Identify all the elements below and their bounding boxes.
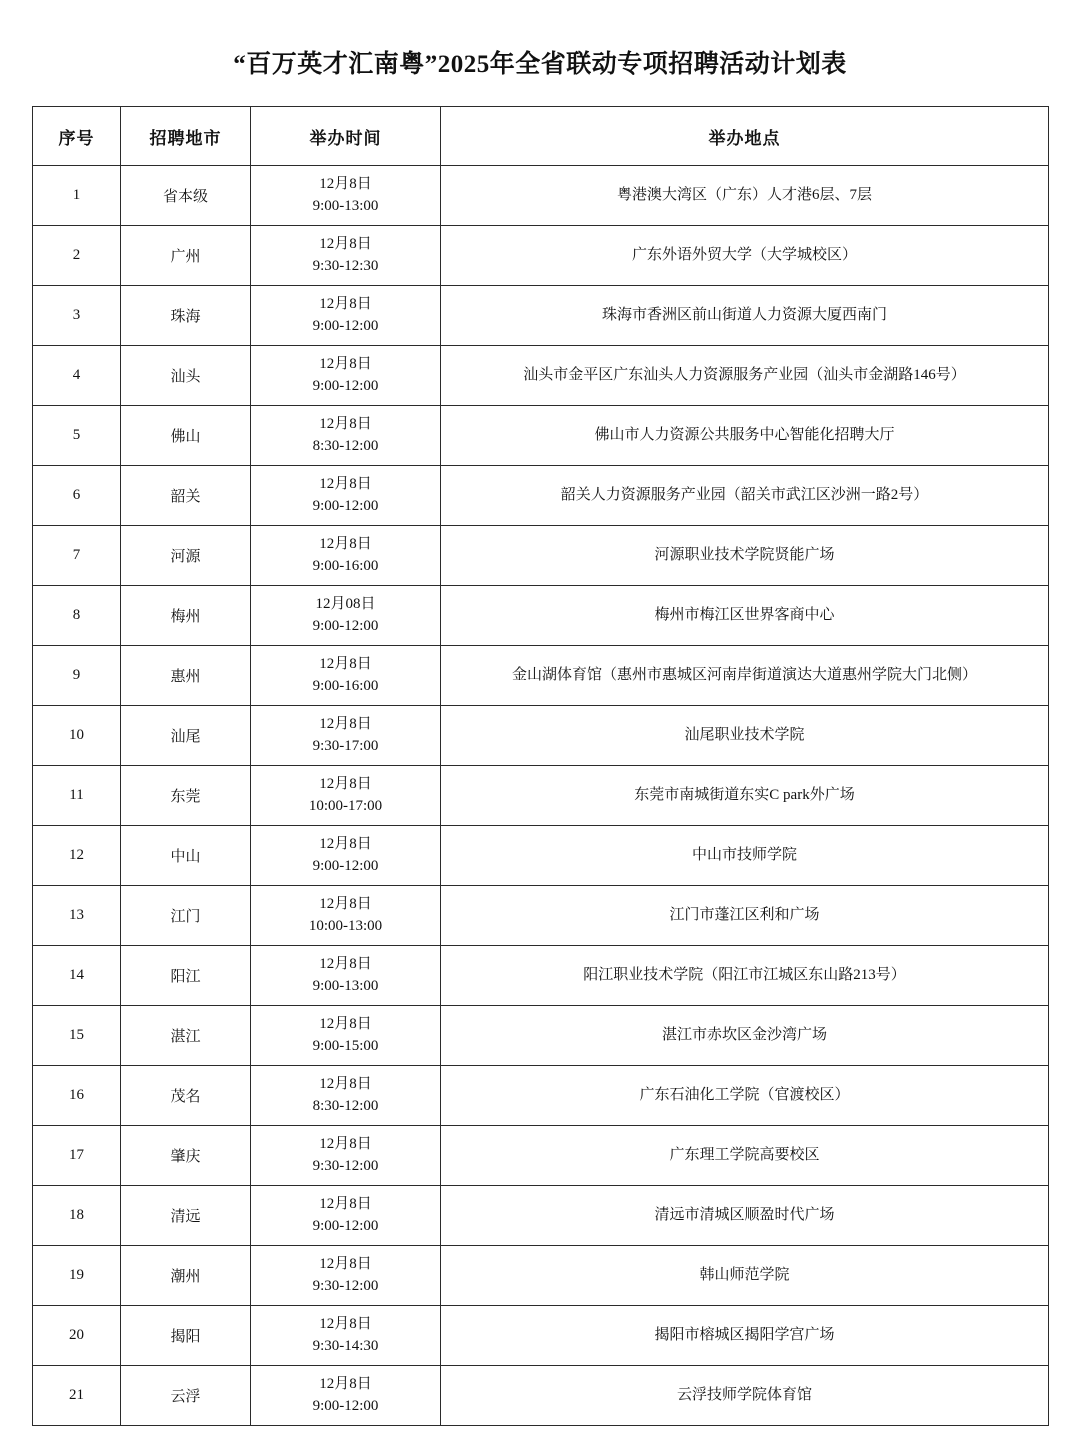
table-header-row xyxy=(33,107,1049,166)
cell-time xyxy=(251,586,441,646)
cell-time-hours: 9:30-14:30 xyxy=(312,1337,379,1354)
cell-index: 1 xyxy=(33,166,121,226)
cell-index: 12 xyxy=(33,826,121,886)
cell-city: 惠州 xyxy=(121,646,251,706)
cell-city: 省本级 xyxy=(121,166,251,226)
cell-time xyxy=(251,646,441,706)
cell-time-date: 12月08日 xyxy=(315,595,376,612)
cell-place: 广东理工学院高要校区 xyxy=(441,1126,1049,1186)
cell-index: 20 xyxy=(33,1306,121,1366)
table-row xyxy=(33,346,1049,406)
cell-time xyxy=(251,1186,441,1246)
cell-city: 汕头 xyxy=(121,346,251,406)
cell-time-hours: 9:00-16:00 xyxy=(312,677,379,694)
cell-time-hours: 8:30-12:00 xyxy=(312,437,379,454)
cell-index: 10 xyxy=(33,706,121,766)
cell-index: 5 xyxy=(33,406,121,466)
cell-time xyxy=(251,1246,441,1306)
cell-time xyxy=(251,1306,441,1366)
cell-time-date: 12月8日 xyxy=(319,955,372,972)
table-row xyxy=(33,526,1049,586)
cell-city: 中山 xyxy=(121,826,251,886)
cell-time xyxy=(251,166,441,226)
cell-time-date: 12月8日 xyxy=(319,1255,372,1272)
cell-city: 河源 xyxy=(121,526,251,586)
column-header-index: 序号 xyxy=(33,107,121,166)
cell-time-date: 12月8日 xyxy=(319,1315,372,1332)
cell-time xyxy=(251,286,441,346)
cell-time-hours: 9:00-13:00 xyxy=(312,197,379,214)
cell-city: 珠海 xyxy=(121,286,251,346)
cell-time-hours: 9:30-12:00 xyxy=(312,1277,379,1294)
cell-time-date: 12月8日 xyxy=(319,1075,372,1092)
cell-time-hours: 10:00-13:00 xyxy=(308,917,383,934)
cell-city: 湛江 xyxy=(121,1006,251,1066)
column-header-place: 举办地点 xyxy=(441,107,1049,166)
cell-city: 清远 xyxy=(121,1186,251,1246)
table-row xyxy=(33,1126,1049,1186)
table-row xyxy=(33,646,1049,706)
cell-index: 16 xyxy=(33,1066,121,1126)
cell-time-hours: 9:00-12:00 xyxy=(312,377,379,394)
cell-time xyxy=(251,1066,441,1126)
cell-city: 揭阳 xyxy=(121,1306,251,1366)
cell-time-hours: 8:30-12:00 xyxy=(312,1097,379,1114)
cell-time-hours: 9:30-12:00 xyxy=(312,1157,379,1174)
cell-city: 韶关 xyxy=(121,466,251,526)
cell-time-hours: 9:30-12:30 xyxy=(312,257,379,274)
cell-time xyxy=(251,766,441,826)
table-row xyxy=(33,286,1049,346)
cell-time-date: 12月8日 xyxy=(319,415,372,432)
cell-place: 金山湖体育馆（惠州市惠城区河南岸街道演达大道惠州学院大门北侧） xyxy=(441,646,1049,706)
cell-city: 广州 xyxy=(121,226,251,286)
cell-time-date: 12月8日 xyxy=(319,895,372,912)
cell-index: 17 xyxy=(33,1126,121,1186)
cell-time-hours: 9:00-12:00 xyxy=(312,317,379,334)
cell-time-date: 12月8日 xyxy=(319,175,372,192)
table-row xyxy=(33,1306,1049,1366)
cell-time xyxy=(251,226,441,286)
cell-time xyxy=(251,826,441,886)
cell-city: 东莞 xyxy=(121,766,251,826)
cell-time-hours: 9:00-12:00 xyxy=(312,1217,379,1234)
cell-time xyxy=(251,346,441,406)
table-row xyxy=(33,406,1049,466)
cell-time xyxy=(251,886,441,946)
cell-time-date: 12月8日 xyxy=(319,715,372,732)
table-header xyxy=(33,107,1049,166)
cell-index: 3 xyxy=(33,286,121,346)
cell-place: 汕尾职业技术学院 xyxy=(441,706,1049,766)
cell-time-date: 12月8日 xyxy=(319,1375,372,1392)
column-header-city: 招聘地市 xyxy=(121,107,251,166)
table-row xyxy=(33,1066,1049,1126)
cell-time-hours: 9:00-12:00 xyxy=(312,857,379,874)
table-row xyxy=(33,1006,1049,1066)
cell-city: 江门 xyxy=(121,886,251,946)
cell-time xyxy=(251,1126,441,1186)
cell-city: 肇庆 xyxy=(121,1126,251,1186)
cell-time-hours: 10:00-17:00 xyxy=(308,797,383,814)
cell-index: 11 xyxy=(33,766,121,826)
cell-time-hours: 9:00-15:00 xyxy=(312,1037,379,1054)
cell-time xyxy=(251,526,441,586)
cell-place: 湛江市赤坎区金沙湾广场 xyxy=(441,1006,1049,1066)
cell-index: 15 xyxy=(33,1006,121,1066)
table-body xyxy=(33,166,1049,1426)
cell-place: 江门市蓬江区利和广场 xyxy=(441,886,1049,946)
cell-time-hours: 9:00-13:00 xyxy=(312,977,379,994)
cell-city: 云浮 xyxy=(121,1366,251,1426)
cell-place: 清远市清城区顺盈时代广场 xyxy=(441,1186,1049,1246)
cell-place: 广东石油化工学院（官渡校区） xyxy=(441,1066,1049,1126)
cell-index: 13 xyxy=(33,886,121,946)
page-title: “百万英才汇南粤”2025年全省联动专项招聘活动计划表 xyxy=(233,51,847,78)
cell-city: 汕尾 xyxy=(121,706,251,766)
table-row xyxy=(33,1246,1049,1306)
table-row xyxy=(33,1366,1049,1426)
cell-city: 梅州 xyxy=(121,586,251,646)
cell-city: 佛山 xyxy=(121,406,251,466)
cell-time-date: 12月8日 xyxy=(319,775,372,792)
cell-time-hours: 9:00-12:00 xyxy=(312,1397,379,1414)
cell-place: 韩山师范学院 xyxy=(441,1246,1049,1306)
cell-index: 14 xyxy=(33,946,121,1006)
table-row xyxy=(33,166,1049,226)
table-row xyxy=(33,766,1049,826)
cell-time-date: 12月8日 xyxy=(319,655,372,672)
cell-place: 河源职业技术学院贤能广场 xyxy=(441,526,1049,586)
recruitment-plan-table xyxy=(32,106,1049,1426)
table-row xyxy=(33,946,1049,1006)
cell-time xyxy=(251,706,441,766)
cell-place: 粤港澳大湾区（广东）人才港6层、7层 xyxy=(441,166,1049,226)
cell-time-hours: 9:00-16:00 xyxy=(312,557,379,574)
cell-place: 云浮技师学院体育馆 xyxy=(441,1366,1049,1426)
cell-time-date: 12月8日 xyxy=(319,235,372,252)
cell-index: 6 xyxy=(33,466,121,526)
column-header-time: 举办时间 xyxy=(251,107,441,166)
table-row xyxy=(33,586,1049,646)
cell-time-hours: 9:30-17:00 xyxy=(312,737,379,754)
cell-index: 7 xyxy=(33,526,121,586)
table-row xyxy=(33,466,1049,526)
cell-time-date: 12月8日 xyxy=(319,475,372,492)
table-row xyxy=(33,226,1049,286)
cell-place: 广东外语外贸大学（大学城校区） xyxy=(441,226,1049,286)
cell-time-hours: 9:00-12:00 xyxy=(312,617,379,634)
cell-time xyxy=(251,1366,441,1426)
cell-time xyxy=(251,466,441,526)
cell-time-date: 12月8日 xyxy=(319,835,372,852)
cell-time-date: 12月8日 xyxy=(319,535,372,552)
table-row xyxy=(33,706,1049,766)
cell-time-date: 12月8日 xyxy=(319,355,372,372)
cell-time-date: 12月8日 xyxy=(319,1015,372,1032)
cell-place: 汕头市金平区广东汕头人力资源服务产业园（汕头市金湖路146号） xyxy=(441,346,1049,406)
table-container xyxy=(0,106,1080,1456)
cell-place: 阳江职业技术学院（阳江市江城区东山路213号） xyxy=(441,946,1049,1006)
cell-place: 韶关人力资源服务产业园（韶关市武江区沙洲一路2号） xyxy=(441,466,1049,526)
cell-city: 阳江 xyxy=(121,946,251,1006)
cell-place: 揭阳市榕城区揭阳学宫广场 xyxy=(441,1306,1049,1366)
cell-index: 19 xyxy=(33,1246,121,1306)
cell-time-hours: 9:00-12:00 xyxy=(312,497,379,514)
cell-index: 4 xyxy=(33,346,121,406)
cell-index: 2 xyxy=(33,226,121,286)
table-row xyxy=(33,886,1049,946)
cell-time xyxy=(251,946,441,1006)
cell-city: 潮州 xyxy=(121,1246,251,1306)
table-row xyxy=(33,1186,1049,1246)
cell-place: 佛山市人力资源公共服务中心智能化招聘大厅 xyxy=(441,406,1049,466)
cell-city: 茂名 xyxy=(121,1066,251,1126)
cell-time-date: 12月8日 xyxy=(319,1135,372,1152)
table-row xyxy=(33,826,1049,886)
cell-time xyxy=(251,1006,441,1066)
cell-time xyxy=(251,406,441,466)
cell-place: 中山市技师学院 xyxy=(441,826,1049,886)
cell-index: 8 xyxy=(33,586,121,646)
cell-index: 9 xyxy=(33,646,121,706)
cell-index: 21 xyxy=(33,1366,121,1426)
cell-index: 18 xyxy=(33,1186,121,1246)
cell-place: 东莞市南城街道东实C park外广场 xyxy=(441,766,1049,826)
cell-place: 梅州市梅江区世界客商中心 xyxy=(441,586,1049,646)
cell-place: 珠海市香洲区前山街道人力资源大厦西南门 xyxy=(441,286,1049,346)
cell-time-date: 12月8日 xyxy=(319,295,372,312)
cell-time-date: 12月8日 xyxy=(319,1195,372,1212)
